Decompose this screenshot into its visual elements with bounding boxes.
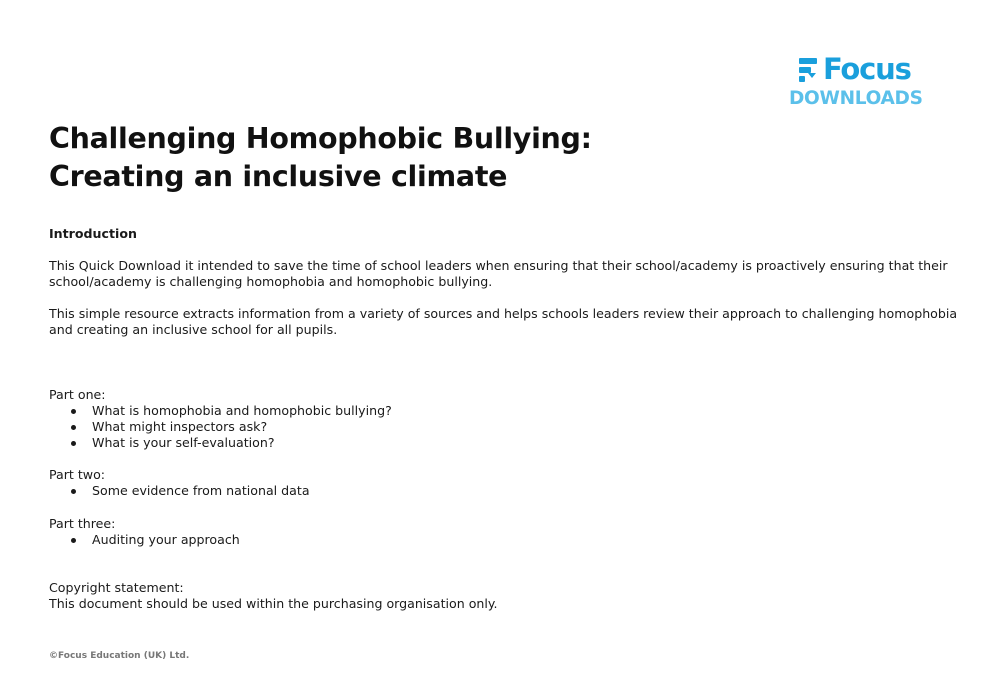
focus-downloads-logo <box>787 52 947 114</box>
logo-downloads-text: DOWNLOADS <box>789 88 923 109</box>
bullet-icon <box>71 425 76 430</box>
introduction-heading: Introduction <box>49 226 137 241</box>
bullet-icon <box>71 538 76 543</box>
document-body <box>49 226 964 612</box>
list-item: Some evidence from national data <box>49 483 964 499</box>
part-three-heading: Part three: <box>49 516 116 531</box>
title-line-1: Challenging Homophobic Bullying: <box>49 122 592 155</box>
part-three-list <box>49 532 964 548</box>
part-one-heading: Part one: <box>49 387 106 402</box>
part-one-list <box>49 403 964 451</box>
document-title <box>49 120 592 196</box>
bullet-icon <box>71 489 76 494</box>
footer-copyright: ©Focus Education (UK) Ltd. <box>49 651 190 661</box>
list-item: Auditing your approach <box>49 532 964 548</box>
list-item: What is homophobia and homophobic bullying? <box>49 403 964 419</box>
intro-paragraph-2: This simple resource extracts information from a variety of sources and helps schools leaders review their approach to challenging homophobia and creating an inclusive school for all pupils. <box>49 306 958 337</box>
list-item: What might inspectors ask? <box>49 419 964 435</box>
list-item: What is your self-evaluation? <box>49 435 964 451</box>
logo-focus-text: Focus <box>823 52 911 86</box>
part-two-list <box>49 483 964 499</box>
intro-paragraph-1: This Quick Download it intended to save the time of school leaders when ensuring that their school/academy is proactively ensuring that their school/academy is challenging homophobia and homophobic bullying. <box>49 258 948 289</box>
copyright-heading: Copyright statement: <box>49 580 184 595</box>
copyright-text: This document should be used within the purchasing organisation only. <box>49 596 498 611</box>
focus-logo-mark-icon <box>799 55 821 83</box>
logo-top-row <box>799 52 911 86</box>
part-two-heading: Part two: <box>49 467 106 482</box>
bullet-icon <box>71 409 76 414</box>
title-line-2: Creating an inclusive climate <box>49 160 508 193</box>
bullet-icon <box>71 441 76 446</box>
